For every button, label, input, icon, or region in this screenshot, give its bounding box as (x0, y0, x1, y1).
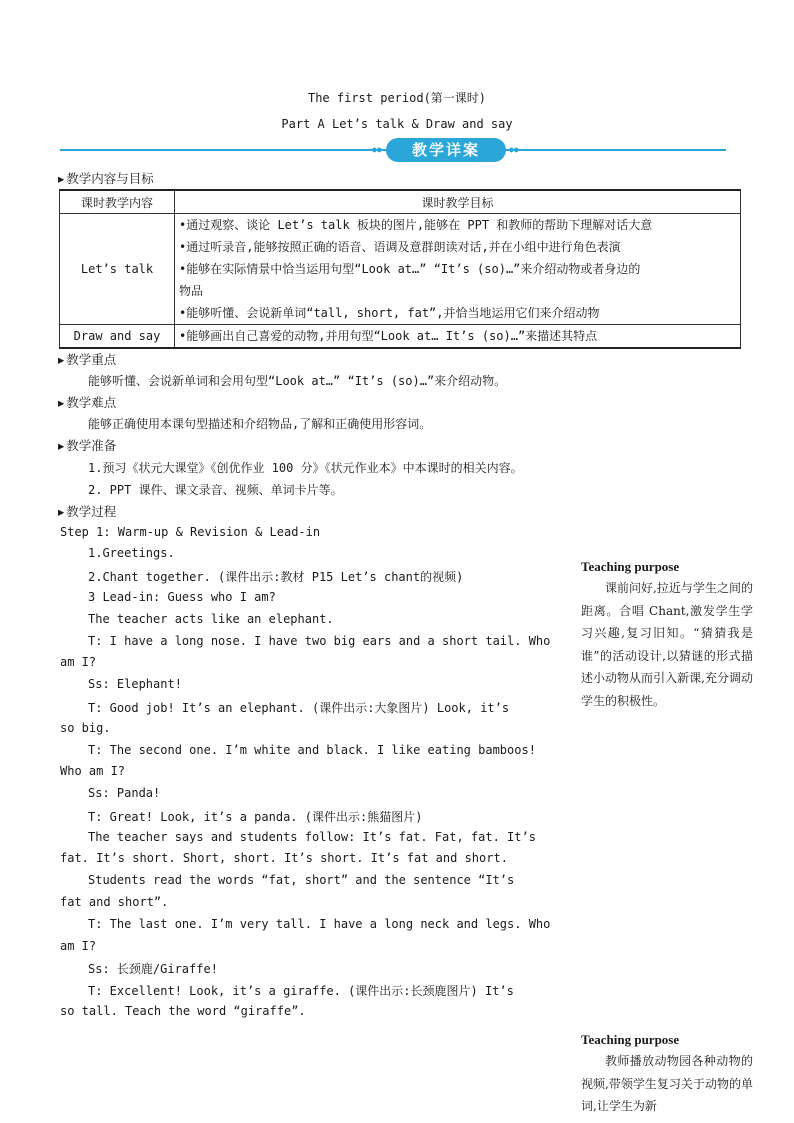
process-line: Ss: Elephant! (88, 677, 182, 691)
key-points-text: 能够听懂、会说新单词和会用句型“Look at…” “It’s (so)…”来介绍动物。 (88, 374, 507, 388)
process-line: fat and short”. (60, 895, 169, 909)
table-cell-goals (175, 325, 741, 349)
banner-dots-icon: ●● (372, 145, 382, 154)
banner-dots-icon: ●● (509, 145, 519, 154)
section-banner (60, 138, 726, 162)
section-heading-goals: ▸ 教学内容与目标 (58, 169, 154, 187)
preparation-item: 1.预习《状元大课堂》《创优作业 100 分》《状元作业本》中本课时的相关内容。 (88, 461, 523, 475)
goal-line: •能够听懂、会说新单词“tall, short, fat”,并恰当地运用它们来介绍动物 (179, 306, 600, 320)
section-heading-preparation: ▸ 教学准备 (58, 436, 116, 454)
preparation-item: 2. PPT 课件、课文录音、视频、单词卡片等。 (88, 483, 343, 497)
sidebar-heading: Teaching purpose (581, 1032, 680, 1047)
process-line: T: Good job! It’s an elephant. (课件出示:大象图片) Look, it’s (88, 701, 510, 715)
table-cell-goals (175, 214, 741, 325)
process-line: The teacher acts like an elephant. (88, 612, 334, 626)
table-cell-content: Draw and say (60, 325, 175, 349)
process-line: Ss: 长颈鹿/Giraffe! (88, 962, 218, 976)
lesson-subtitle: Part A Let’s talk & Draw and say (281, 117, 513, 131)
sidebar-heading: Teaching purpose (581, 559, 680, 574)
section-heading-process: ▸ 教学过程 (58, 502, 116, 520)
goal-line: •通过观察、谈论 Let’s talk 板块的图片,能够在 PPT 和教师的帮助下理解对话大意 (179, 218, 653, 232)
process-line: T: Great! Look, it’s a panda. (课件出示:熊猫图片) (88, 810, 423, 824)
process-line: Ss: Panda! (88, 786, 161, 800)
process-line: 3 Lead-in: Guess who I am? (88, 590, 276, 604)
process-line: T: I have a long nose. I have two big ears and a short tail. Who (88, 634, 551, 648)
goal-line: 物品 (179, 284, 204, 298)
process-line: T: Excellent! Look, it’s a giraffe. (课件出示:长颈鹿图片) It’s (88, 984, 514, 998)
goals-table (59, 189, 741, 349)
table-header: 课时教学目标 (175, 190, 741, 214)
process-line: so tall. Teach the word “giraffe”. (60, 1004, 306, 1018)
process-line: T: The last one. I’m very tall. I have a long neck and legs. Who (88, 917, 551, 931)
table-header: 课时教学内容 (60, 190, 175, 214)
process-line: so big. (60, 721, 111, 735)
sidebar-text: 课前问好,拉近与学生之间的距离。合唱 Chant,激发学生学习兴趣,复习旧知。“猜猜我是谁”的活动设计,以猜谜的形式描述小动物从而引入新课,充分调动学生的积极性。 (581, 581, 753, 708)
process-line: Who am I? (60, 764, 126, 778)
process-line: T: The second one. I’m white and black. I like eating bamboos! (88, 743, 536, 757)
table-cell-content: Let’s talk (60, 214, 175, 325)
process-line: 1.Greetings. (88, 546, 175, 560)
process-line: am I? (60, 939, 97, 953)
difficulties-text: 能够正确使用本课句型描述和介绍物品,了解和正确使用形容词。 (88, 417, 432, 431)
goal-line: •通过听录音,能够按照正确的语音、语调及意群朗读对话,并在小组中进行角色表演 (179, 240, 621, 254)
process-line: The teacher says and students follow: It’s fat. Fat, fat. It’s (88, 830, 536, 844)
process-line: fat. It’s short. Short, short. It’s short. It’s fat and short. (60, 851, 508, 865)
process-line: Step 1: Warm-up & Revision & Lead-in (60, 525, 321, 539)
banner-label: 教学详案 (386, 138, 506, 162)
goal-line: •能够画出自己喜爱的动物,并用句型“Look at… It’s (so)…”来描述其特点 (179, 329, 598, 343)
section-heading-key-points: ▸ 教学重点 (58, 350, 116, 368)
goal-line: •能够在实际情景中恰当运用句型“Look at…” “It’s (so)…”来介绍动物或者身边的 (179, 262, 641, 276)
process-line: am I? (60, 655, 97, 669)
sidebar-text: 教师播放动物园各种动物的视频,带领学生复习关于动物的单词,让学生为新 (581, 1054, 753, 1113)
process-line: Students read the words “fat, short” and the sentence “It’s (88, 873, 515, 887)
process-line: 2.Chant together. (课件出示:教材 P15 Let’s chant的视频) (88, 570, 464, 584)
lesson-title: The first period(第一课时) (307, 91, 487, 105)
section-heading-difficulties: ▸ 教学难点 (58, 393, 116, 411)
